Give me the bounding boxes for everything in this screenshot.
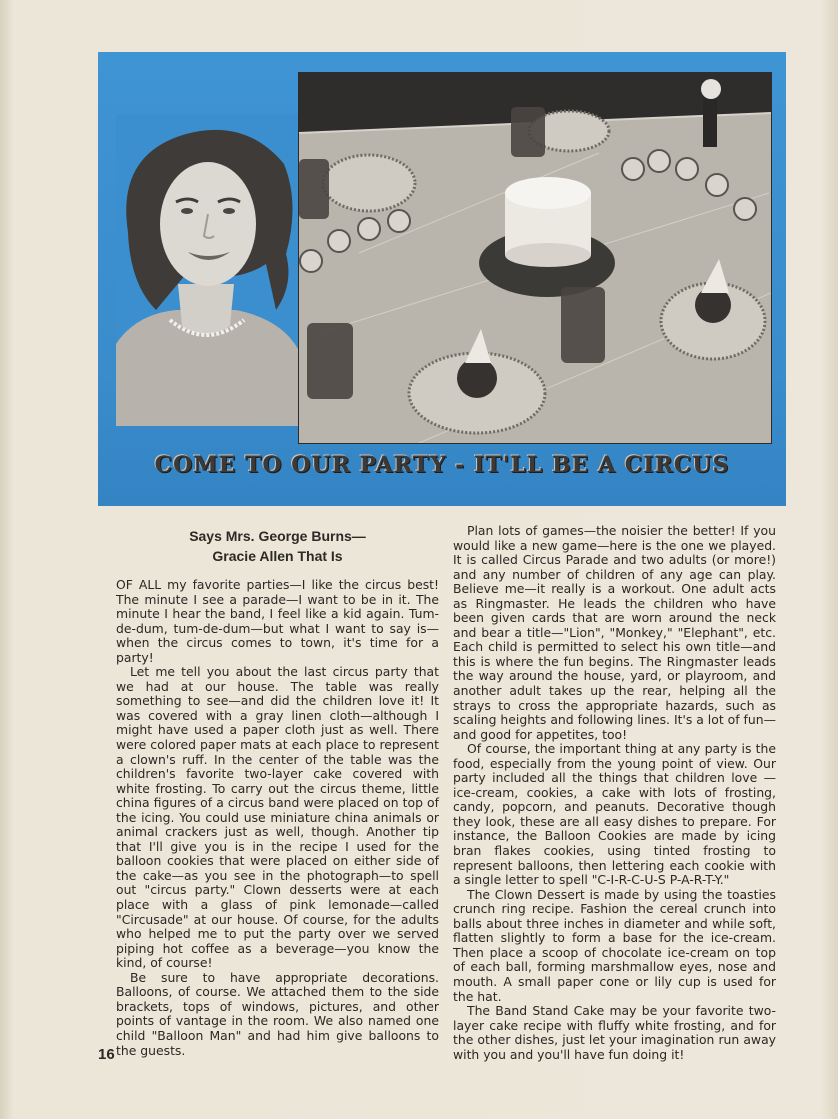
paragraph: Be sure to have appropriate decorations. Balloons, of course. We attached them to the side brackets, tops of windows, pictures, and other points of vantage in the room. We also named one child "Balloon Man" and had him give balloons to the guests. [116, 969, 439, 1058]
paragraph: OF ALL my favorite parties—I like the circus best! The minute I see a parade—I want to be in it. The minute I hear the band, I feel like a kid again. Tum-de-dum, tum-de-dum—but what I want to say is—when the circus comes to town, it's time for a party! [116, 577, 439, 665]
page-number: 16 [98, 1046, 115, 1063]
paragraph: Of course, the important thing at any party is the food, especially from the young point of view. Our party included all the things that children love —ice-cream, cookies, a cake with lots of frosting, candy, popcorn, and peanuts. Decorative though they look, these are all easy dishes to prepare. For instance, the Balloon Cookies are made by icing bran flakes cookies, using tinted frosting to represent balloons, then lettering each cookie with a single letter to spell "C-I-R-C-U-S P-A-R-T-Y." [453, 741, 776, 888]
paragraph: Let me tell you about the last circus party that we had at our house. The table was really something to see—and did the children love it! It was covered with a gray linen cloth—although I might have used a paper cloth just as well. There were colored paper mats at each place to represent a clown's ruff. In the center of the table was the children's favorite two-layer cake covered with white frosting. To carry out the circus theme, little china figures of a circus band were placed on top of the icing. You could use miniature china animals or animal crackers just as well, though. Another tip that I'll give you is in the recipe I used for the balloon cookies that were placed on either side of the cake—as you see in the photograph—to spell out "circus party." Clown desserts were at each place with a glass of pink lemonade—called "Circusade" at our house. Of course, for the adults who helped me to put the party over we served piping hot coffee as a beverage—you know the kind, of course! [116, 664, 439, 971]
subhead [116, 526, 439, 566]
party-table-photo [298, 72, 772, 444]
paragraph: Plan lots of games—the noisier the better! If you would like a new game—here is the one we played. It is called Circus Parade and two adults (or more!) and any number of children of any age can play. Believe me—it really is a workout. One adult acts as Ringmaster. He leads the children who have been given cards that are worn around the neck and bear a title—"Lion", "Monkey," "Elephant", etc. Each child is permitted to select his own title—and this is where the fun begins. The Ringmaster leads the way around the house, yard, or playroom, and another adult takes up the rear, helping all the strays to cross the appropriate hazards, such as scaling heights and following lines. It's a lot of fun—and good for appetites, too! [453, 523, 776, 742]
paragraph: The Band Stand Cake may be your favorite two-layer cake recipe with fluffy white frosting, and for the other dishes, just let your imagination run away with you and you'll have fun doing it! [453, 1003, 776, 1062]
subhead-line-2: Gracie Allen That Is [212, 548, 343, 564]
portrait-photo [116, 114, 298, 426]
right-column [453, 524, 776, 1062]
left-column [116, 526, 439, 1058]
header-banner [98, 52, 786, 506]
banner-title: COME TO OUR PARTY - IT'LL BE A CIRCUS [154, 452, 730, 478]
subhead-line-1: Says Mrs. George Burns— [189, 528, 366, 544]
paragraph: The Clown Dessert is made by using the toasties crunch ring recipe. Fashion the cereal crunch into balls about three inches in diameter and while soft, flatten slightly to form a base for the ice-cream. Then place a scoop of chocolate ice-cream on top of each ball, forming marshmallow eyes, nose and mouth. A small paper cone or lily cup is used for the hat. [453, 886, 776, 1004]
